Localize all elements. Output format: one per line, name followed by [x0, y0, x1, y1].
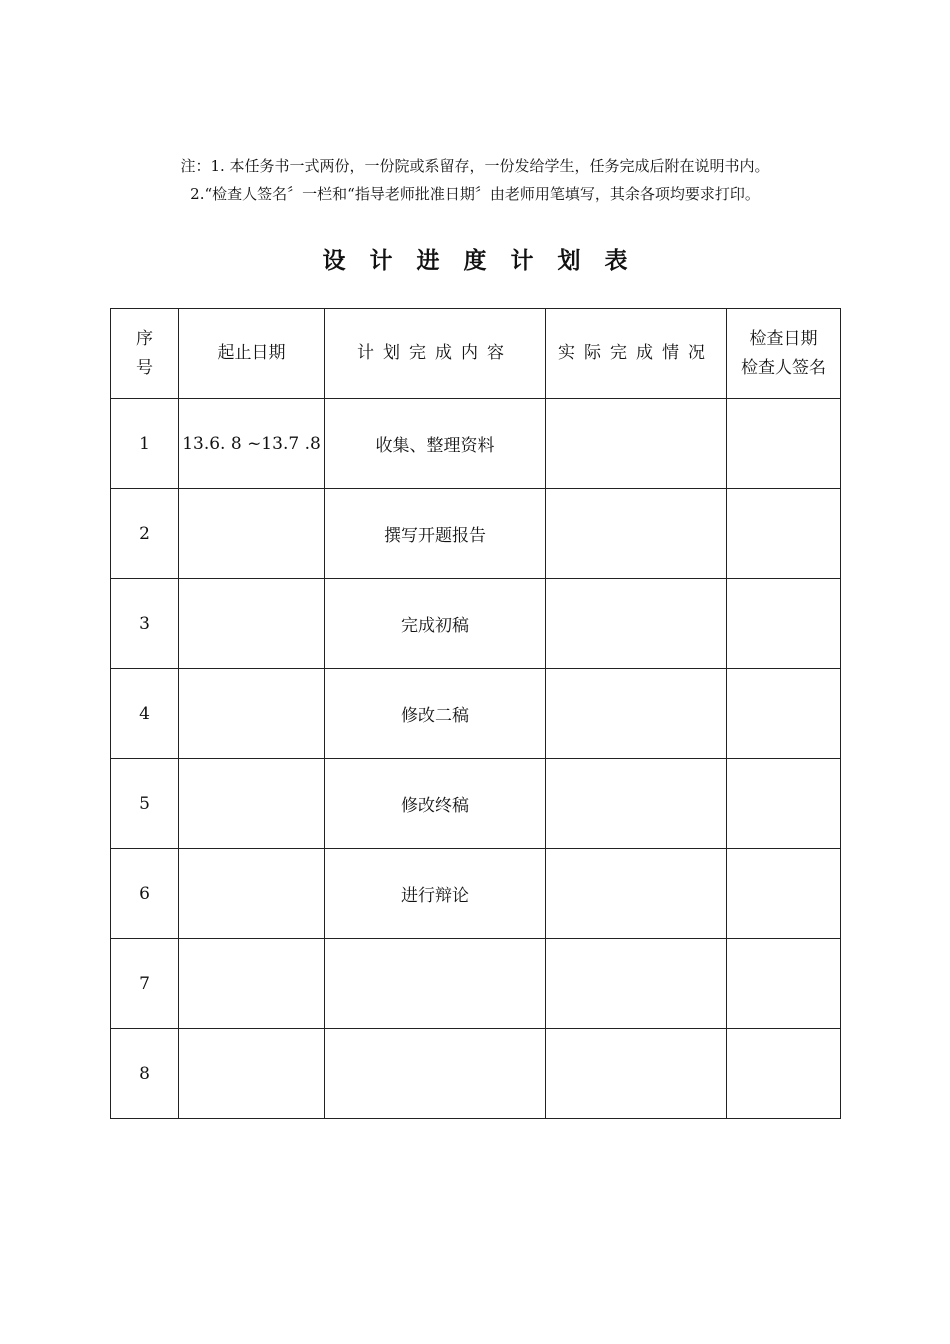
cell-seq: 1: [111, 399, 179, 489]
cell-date-range: [179, 579, 325, 669]
cell-plan: [325, 939, 546, 1029]
cell-check: [727, 849, 841, 939]
cell-plan: 进行辩论: [325, 849, 546, 939]
cell-date-range: [179, 1029, 325, 1119]
cell-plan: 撰写开题报告: [325, 489, 546, 579]
cell-date-range: [179, 489, 325, 579]
table-row: [111, 399, 841, 489]
cell-seq: 7: [111, 939, 179, 1029]
cell-plan: 修改二稿: [325, 669, 546, 759]
cell-seq: 4: [111, 669, 179, 759]
cell-date-range: [179, 849, 325, 939]
cell-date-range: [179, 759, 325, 849]
cell-actual: [546, 759, 727, 849]
cell-plan: [325, 1029, 546, 1119]
cell-check: [727, 669, 841, 759]
cell-plan: 修改终稿: [325, 759, 546, 849]
cell-actual: [546, 489, 727, 579]
table-row: [111, 669, 841, 759]
header-check: [727, 309, 841, 399]
header-seq: [111, 309, 179, 399]
table-row: [111, 759, 841, 849]
cell-seq: 2: [111, 489, 179, 579]
cell-seq: 3: [111, 579, 179, 669]
header-seq-line2: 号: [136, 357, 153, 378]
cell-date-range: [179, 669, 325, 759]
table-row: [111, 579, 841, 669]
table-header-row: [111, 309, 841, 399]
cell-check: [727, 759, 841, 849]
header-actual: 实际完成情况: [546, 309, 727, 399]
notes-section: [0, 152, 950, 208]
cell-actual: [546, 849, 727, 939]
cell-check: [727, 939, 841, 1029]
header-date-range: 起止日期: [179, 309, 325, 399]
header-check-line1: 检查日期: [749, 328, 818, 349]
header-check-line2: 检查人签名: [741, 357, 826, 378]
note-line-1: 注：1. 本任务书一式两份，一份院或系留存，一份发给学生，任务完成后附在说明书内。: [180, 157, 770, 175]
table-row: [111, 1029, 841, 1119]
cell-plan: 完成初稿: [325, 579, 546, 669]
cell-plan: 收集、整理资料: [325, 399, 546, 489]
cell-actual: [546, 939, 727, 1029]
schedule-table: [110, 308, 841, 1119]
header-plan: 计划完成内容: [325, 309, 546, 399]
cell-check: [727, 399, 841, 489]
cell-actual: [546, 1029, 727, 1119]
cell-actual: [546, 579, 727, 669]
table-row: [111, 939, 841, 1029]
cell-seq: 6: [111, 849, 179, 939]
header-seq-line1: 序: [136, 328, 153, 349]
cell-seq: 8: [111, 1029, 179, 1119]
cell-actual: [546, 399, 727, 489]
cell-seq: 5: [111, 759, 179, 849]
cell-date-range: 13.6. 8 ~13.7 .8: [179, 399, 325, 489]
note-line-2: 2.“检查人签名〞一栏和“指导老师批准日期〞由老师用笔填写，其余各项均要求打印。: [190, 185, 760, 203]
table-row: [111, 849, 841, 939]
cell-check: [727, 489, 841, 579]
cell-date-range: [179, 939, 325, 1029]
page-title: 设计进度计划表: [322, 248, 652, 274]
cell-check: [727, 1029, 841, 1119]
cell-check: [727, 579, 841, 669]
table-row: [111, 489, 841, 579]
cell-actual: [546, 669, 727, 759]
